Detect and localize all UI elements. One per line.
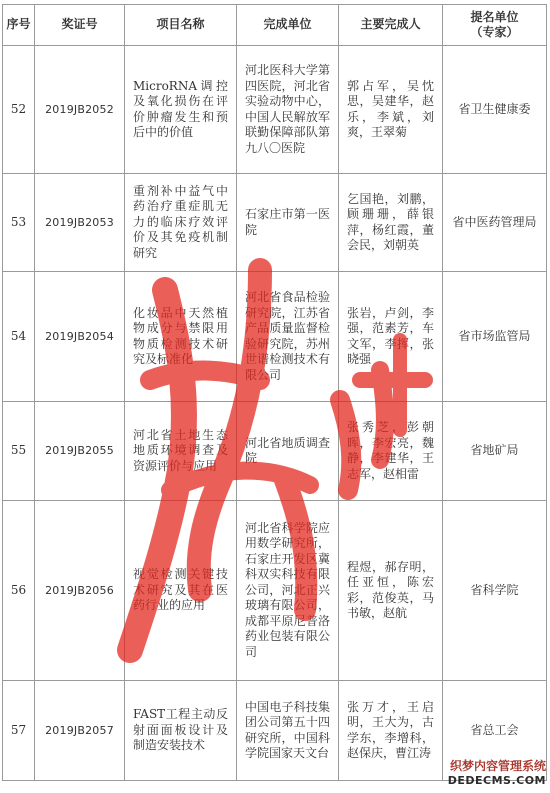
cell-unit: 石家庄市第一医院 — [237, 174, 339, 272]
cell-unit: 河北医科大学第四医院，河北省实验动物中心，中国人民解放军联勤保障部队第九八〇医院 — [237, 46, 339, 174]
cell-unit: 河北省食品检验研究院，江苏省产品质量监督检验研究院，苏州世谱检测技术有限公司 — [237, 272, 339, 402]
cell-seq: 57 — [3, 681, 35, 781]
cell-people: 张岩，卢剑，李强，范素芳，车文军，李挥，张晓强 — [339, 272, 443, 402]
cell-seq: 56 — [3, 501, 35, 681]
cell-nominator: 省中医药管理局 — [443, 174, 547, 272]
cell-cert: 2019JB2052 — [35, 46, 125, 174]
header-project: 项目名称 — [125, 5, 237, 46]
header-unit: 完成单位 — [237, 5, 339, 46]
cell-people: 郭占军，吴忱思，吴建华，赵乐，李斌，刘爽，王翠菊 — [339, 46, 443, 174]
cell-people: 张秀芝，彭朝晖，李宏亮，魏静，李建华，王志军，赵相雷 — [339, 402, 443, 501]
watermark-line1: 织梦内容管理系统 — [449, 759, 546, 773]
header-nominator — [443, 5, 547, 46]
cell-unit: 河北省科学院应用数学研究所，石家庄开发区冀科双实科技有限公司，河北正兴玻璃有限公司，成都平原尼普洛药业包装有限公司 — [237, 501, 339, 681]
table-row — [3, 501, 547, 681]
cell-project: FAST工程主动反射面面板设计及制造安装技术 — [125, 681, 237, 781]
cell-people: 张万才，王启明，王大为，古学东，李增科，赵保庆，曹江涛 — [339, 681, 443, 781]
document-page — [2, 4, 546, 788]
cell-nominator: 省科学院 — [443, 501, 547, 681]
cell-seq: 55 — [3, 402, 35, 501]
awards-table — [2, 4, 547, 781]
header-nominator-line1: 提名单位 — [470, 9, 519, 24]
cell-people: 乞国艳，刘鹏，顾珊珊，薛银萍，杨红霞，董会民，刘朝英 — [339, 174, 443, 272]
table-row — [3, 272, 547, 402]
header-nominator-line2: （专家） — [470, 25, 519, 39]
cell-seq: 54 — [3, 272, 35, 402]
cell-project: 河北省土地生态地质环境调查及资源评价与应用 — [125, 402, 237, 501]
header-row — [3, 5, 547, 46]
header-people: 主要完成人 — [339, 5, 443, 46]
cell-seq: 52 — [3, 46, 35, 174]
cell-project: 化妆品中天然植物成分与禁限用物质检测技术研究及标准化 — [125, 272, 237, 402]
cell-unit: 河北省地质调查院 — [237, 402, 339, 501]
cell-nominator: 省卫生健康委 — [443, 46, 547, 174]
cell-cert: 2019JB2056 — [35, 501, 125, 681]
table-row — [3, 46, 547, 174]
watermark-line2: DEDECMS.COM — [447, 774, 546, 787]
cell-project: MicroRNA调控及氧化损伤在评价肿瘤发生和预后中的价值 — [125, 46, 237, 174]
header-seq: 序号 — [3, 5, 35, 46]
table-row — [3, 174, 547, 272]
table-row — [3, 402, 547, 501]
cell-unit: 中国电子科技集团公司第五十四研究所，中国科学院国家天文台 — [237, 681, 339, 781]
cell-nominator: 省总工会 — [443, 681, 547, 781]
cell-cert: 2019JB2054 — [35, 272, 125, 402]
cell-cert: 2019JB2055 — [35, 402, 125, 501]
header-cert: 奖证号 — [35, 5, 125, 46]
cell-project: 视觉检测关键技术研究及其在医药行业的应用 — [125, 501, 237, 681]
watermark — [448, 757, 546, 787]
cell-nominator: 省地矿局 — [443, 402, 547, 501]
cell-cert: 2019JB2053 — [35, 174, 125, 272]
cell-cert: 2019JB2057 — [35, 681, 125, 781]
cell-seq: 53 — [3, 174, 35, 272]
cell-project: 重剂补中益气中药治疗重症肌无力的临床疗效评价及其免疫机制研究 — [125, 174, 237, 272]
cell-people: 程煜，郝存明，任亚恒，陈宏彩，范俊英，马书敏，赵航 — [339, 501, 443, 681]
cell-nominator: 省市场监管局 — [443, 272, 547, 402]
